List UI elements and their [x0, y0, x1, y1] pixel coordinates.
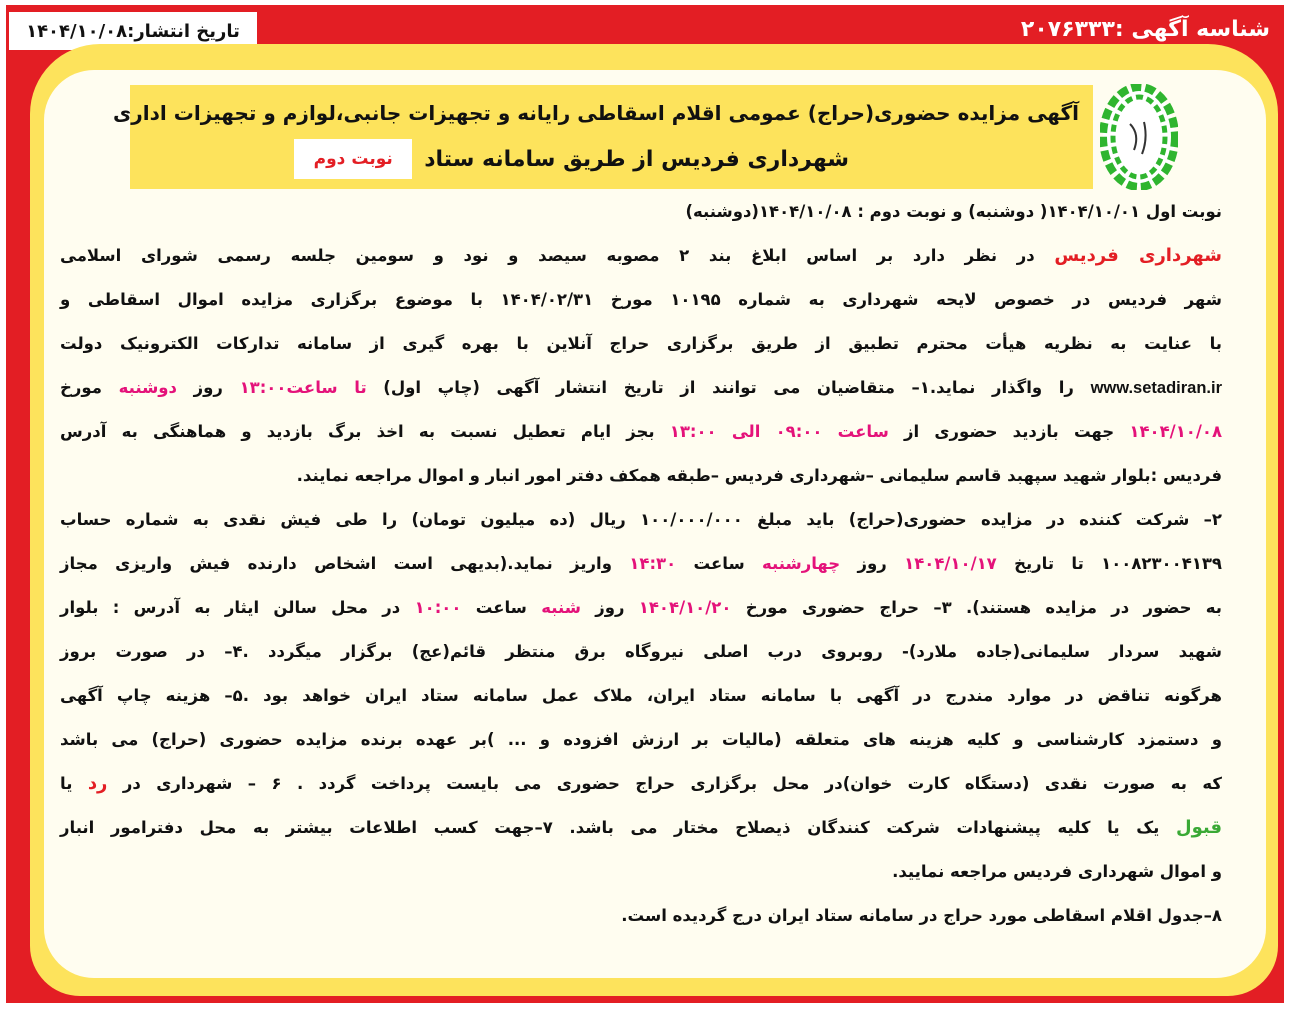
body-text: ساعت: [461, 598, 542, 617]
body-text: در نظر دارد بر اساس ابلاغ بند ۲ مصوبه سیصد و نود و سومین جلسه رسمی شورای اسلامی: [60, 246, 1055, 265]
highlighted-text: دوشنبه: [118, 378, 178, 397]
body-line: [60, 542, 1222, 586]
body-text: بجز ایام تعطیل نسبت به اخذ برگ بازدید و هماهنگی به آدرس: [60, 422, 670, 441]
body-text: و دستمزد کارشناسی و کلیه هزینه های متعلقه (مالیات بر ارزش افزوده و ... )بر عهده برنده مزایده حضوری (حراج) می باشد: [60, 730, 1222, 749]
highlighted-text: قبول: [1175, 817, 1222, 838]
body-text: جهت بازدید حضوری از: [888, 422, 1130, 441]
body-text: مورخ: [60, 378, 119, 397]
body-line: [60, 630, 1222, 674]
highlighted-text: شنبه: [541, 598, 581, 617]
body-line: [60, 410, 1222, 454]
title-banner: [112, 85, 1093, 189]
body-text: نوبت اول ۱۴۰۴/۱۰/۰۱( دوشنبه) و نوبت دوم : ۱۴۰۴/۱۰/۰۸(دوشنبه): [685, 202, 1222, 221]
body-line: [60, 762, 1222, 806]
highlighted-text: شهرداری فردیس: [1054, 245, 1222, 266]
highlighted-text: ساعت ۰۹:۰۰ الی ۱۳:۰۰: [669, 422, 889, 441]
highlighted-text: چهارشنبه: [762, 554, 841, 573]
body-line: [60, 718, 1222, 762]
body-line: [60, 498, 1222, 542]
highlighted-text: ۱۰:۰۰: [414, 598, 462, 617]
body-text: شهر فردیس در خصوص لایحه شهرداری به شماره ۱۰۱۹۵ مورخ ۱۴۰۴/۰۲/۳۱ با موضوع برگزاری مزایده اموال اسقاطی و: [60, 290, 1222, 309]
body-line: [60, 366, 1222, 410]
highlighted-text: ۱۴۰۴/۱۰/۰۸: [1129, 422, 1223, 441]
body-text: را واگذار نماید.۱– متقاضیان می توانند از تاریخ انتشار آگهی (چاپ اول): [366, 378, 1091, 397]
fardis-municipality-logo: [1100, 84, 1178, 190]
body-line: [60, 806, 1222, 850]
publish-date: تاریخ انتشار:۱۴۰۴/۱۰/۰۸: [9, 12, 257, 50]
body-line: [60, 586, 1222, 630]
body-text: هرگونه تناقض در موارد مندرج در آگهی با سامانه ستاد ایران، ملاک عمل سامانه ستاد ایران خواهد بود .۵– هزینه چاپ آگهی: [60, 686, 1222, 705]
body-text: به حضور در مزایده هستند). ۳– حراج حضوری مورخ: [731, 598, 1223, 617]
title-line2-row: [144, 135, 1079, 183]
body-text: با عنایت به نظریه هیأت محترم تطبیق از طریق برگزاری حراج آنلاین با بهره گیری از سامانه تدارکات الکترونیک دولت: [60, 334, 1222, 353]
body-text: شهید سردار سلیمانی(جاده ملارد)- روبروی درب اصلی نیروگاه برق منتظر قائم(عج) برگزار میگردد .۴– در صورت بروز: [60, 642, 1222, 661]
highlighted-text: ۱۴۰۴/۱۰/۲۰: [638, 598, 732, 617]
ad-body: [60, 190, 1222, 938]
body-text: روز: [840, 554, 905, 573]
body-line: [60, 322, 1222, 366]
body-line: [60, 190, 1222, 234]
body-text: روز: [580, 598, 639, 617]
body-text: روز: [177, 378, 240, 397]
body-text: یک یا کلیه پیشنهادات شرکت کنندگان ذیصلاح مختار می باشد. ۷–جهت کسب اطلاعات بیشتر به محل دفترامور انبار: [60, 818, 1176, 837]
body-text: واریز نماید.(بدیهی است اشخاص دارنده فیش واریزی مجاز: [60, 554, 630, 573]
highlighted-text: تا ساعت۱۳:۰۰: [239, 378, 367, 397]
round-badge: نوبت دوم: [294, 139, 412, 179]
ad-title-line1: آگهی مزایده حضوری(حراج) عمومی اقلام اسقاطی رایانه و تجهیزات جانبی،لوازم و تجهیزات اداری: [112, 101, 1079, 125]
body-line: [60, 278, 1222, 322]
body-line: [60, 674, 1222, 718]
body-text: یا: [60, 774, 88, 793]
body-text: فردیس :بلوار شهید سپهبد قاسم سلیمانی –شهرداری فردیس –طبقه همکف دفتر امور انبار و اموال مراجعه نمایند.: [296, 466, 1222, 485]
body-text: در محل سالن ایثار به آدرس : بلوار: [60, 598, 415, 617]
body-text: ۲– شرکت کننده در مزایده حضوری(حراج) باید مبلغ ۱۰۰/۰۰۰/۰۰۰ ریال (ده میلیون تومان) را طی فیش نقدی به شماره حساب: [60, 510, 1222, 529]
body-text: ۸–جدول اقلام اسقاطی مورد حراج در سامانه ستاد ایران درج گردیده است.: [621, 906, 1222, 925]
body-line: [60, 894, 1222, 938]
ad-id: شناسه آگهی :۲۰۷۶۳۳۳: [1020, 16, 1270, 42]
highlighted-text: رد: [87, 773, 108, 794]
body-text: ساعت: [676, 554, 763, 573]
body-text: و اموال شهرداری فردیس مراجعه نمایید.: [892, 862, 1222, 881]
ad-title-line2: شهرداری فردیس از طریق سامانه ستاد: [424, 146, 849, 172]
body-line: [60, 234, 1222, 278]
setadiran-link[interactable]: www.setadiran.ir: [1090, 379, 1223, 397]
body-line: [60, 850, 1222, 894]
body-text: ۱۰۰۸۲۳۰۰۴۱۳۹ تا تاریخ: [996, 554, 1222, 573]
body-text: که به صورت نقدی (دستگاه کارت خوان)در محل برگزاری حراج حضوری می بایست پرداخت گردد . ۶ – شهرداری در: [107, 774, 1222, 793]
highlighted-text: ۱۴۰۴/۱۰/۱۷: [904, 554, 997, 573]
body-line: [60, 454, 1222, 498]
highlighted-text: ۱۴:۳۰: [629, 554, 677, 573]
